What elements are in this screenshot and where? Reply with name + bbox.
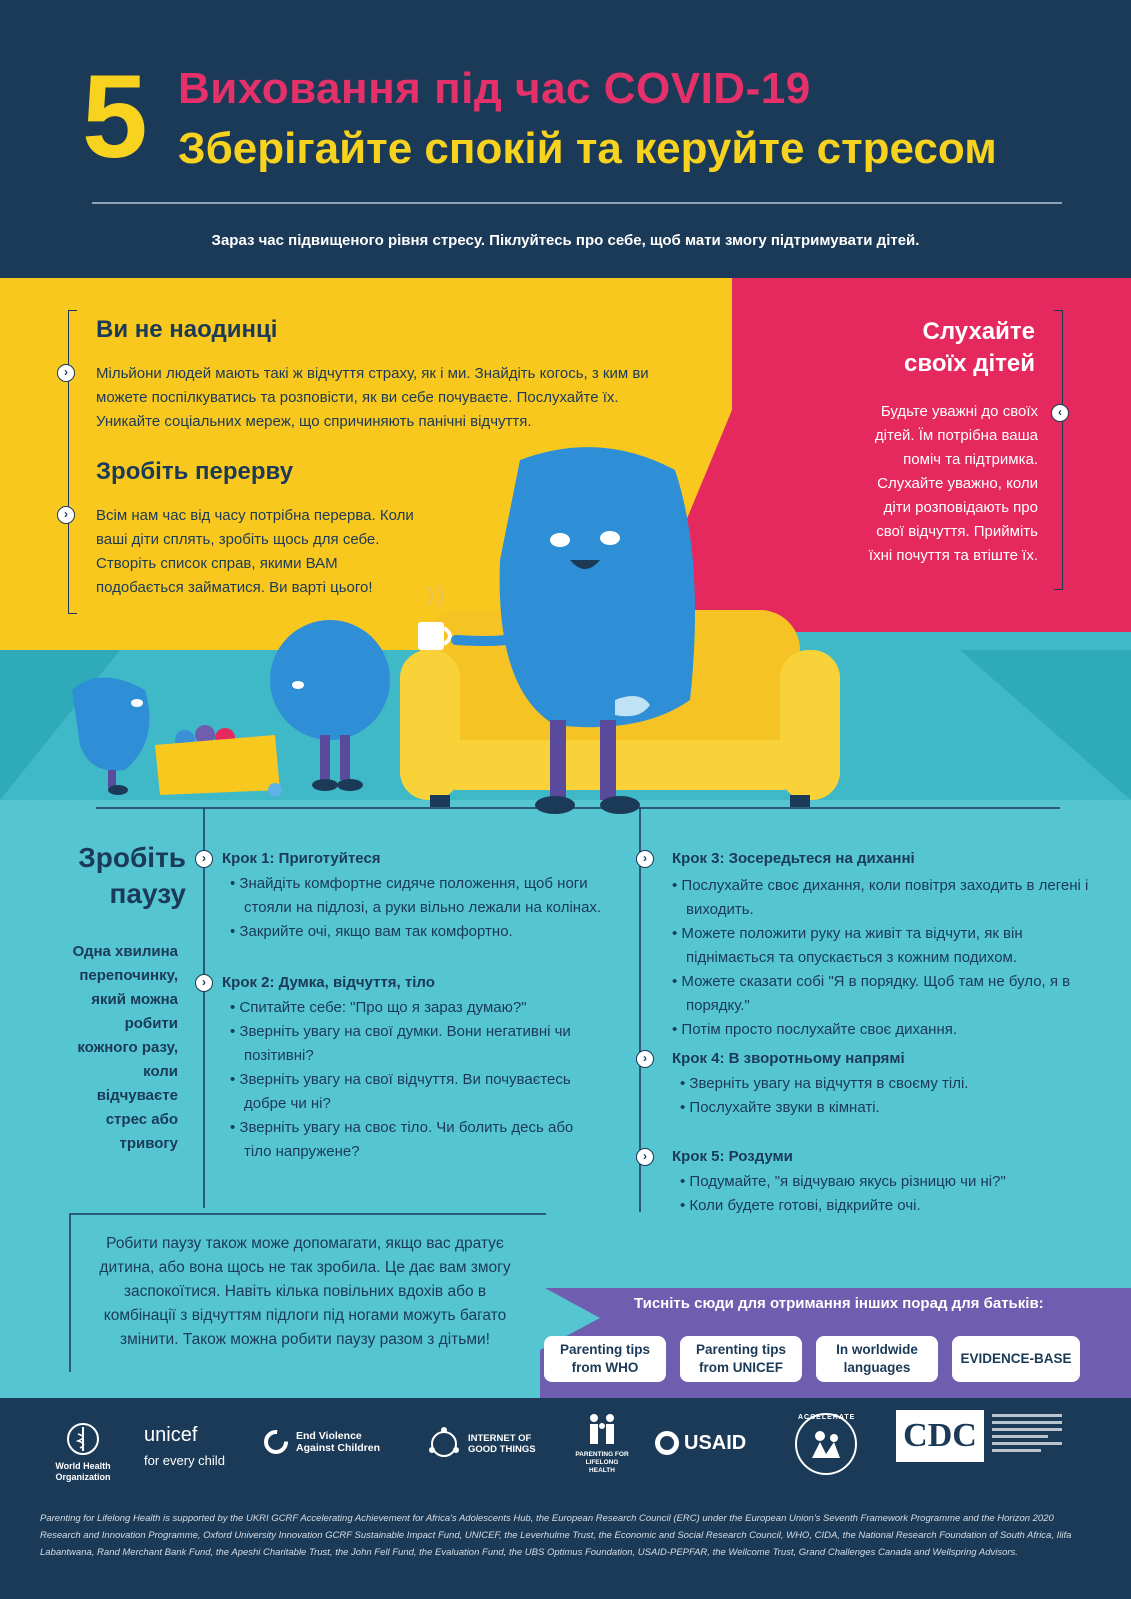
list-item: • Потім просто послухайте своє дихання. [672,1021,958,1038]
step-5-heading: Крок 5: Роздуми [672,1148,793,1165]
chevron-right-icon: › [195,850,213,868]
network-icon [424,1424,464,1464]
step-1-list [222,872,622,944]
list-item: • Зверніть увагу на свої думки. Вони негативні чи позітивні? [230,1023,571,1064]
tips-label: Тисніть сюди для отримання інших порад для батьків: [634,1295,1044,1312]
cdc-fineprint [992,1410,1062,1456]
header-divider [92,202,1062,204]
family-icon [582,1412,622,1446]
list-item: • Зверніть увагу на свої відчуття. Ви почуваєтесь добре чи ні? [230,1071,571,1112]
listen-text: Будьте уважні до своїх дітей. Їм потрібна ваша поміч та підтримка. Слухайте уважно, коли діти розповідають про свої відчуття. Прийміть їхні почуття та втіште їх. [868,403,1038,564]
who-logo: World Health Organization [48,1422,118,1483]
step-2-heading: Крок 2: Думка, відчуття, тіло [222,974,435,991]
chevron-right-icon: › [636,1050,654,1068]
step-2-list [222,996,602,1164]
internet-of-good-things-logo: INTERNET OF GOOD THINGS [424,1424,546,1464]
step-1-heading: Крок 1: Приготуйтеся [222,850,381,867]
footer [0,1398,1131,1599]
take-break-title: Зробіть перерву [96,458,294,485]
evidence-base-button[interactable]: EVIDENCE-BASE [952,1336,1080,1382]
list-item: • Послухайте звуки в кімнаті. [680,1099,880,1116]
step-4-list [672,1072,1092,1120]
usaid-logo: USAID [654,1430,746,1456]
chevron-right-icon: › [636,1148,654,1166]
list-item: • Спитайте себе: "Про що я зараз думаю?" [230,999,527,1016]
who-tips-button[interactable]: Parenting tips from WHO [544,1336,666,1382]
pause-note: Робити паузу також може допомагати, якщо вас дратує дитина, або вона щось не так зробила. Це дає вам змогу заспокоїтися. Навіть кілька повільних вдохів або в комбінації з відчуттям підлоги під ногами можуть багато змінити. Також можна робити паузу разом з дітьми! [99,1235,511,1348]
step-3-list [664,874,1104,1042]
section-number: 5 [82,51,148,183]
footnote: Parenting for Lifelong Health is supported by the UKRI GCRF Accelerating Achievement for Africa's Adolescents Hub, the European Research Council (ERC) under the European Union's Seventh Framework Programme and the Horizon 2020 Research and Innovation Programme, Oxford University Innovation GCRF Sustainable Impact Fund, UNICEF, the Leverhulme Trust, the Economic and Social Research Council, WHO, CIDA, the National Research Foundation of South Africa, Ilifa Labantwana, Rand Merchant Bank Fund, the Apeshi Charitable Trust, the John Fell Fund, the Evaluation Fund, the UBS Optimus Foundation, USAID-PEPFAR, the Wellcome Trust, Grand Challenges Canada and Wellspring Advisors. [40,1513,1072,1558]
list-item: • Зверніть увагу на відчуття в своєму тілі. [680,1075,969,1092]
evac-logo: End Violence Against Children [262,1428,396,1456]
unicef-logo: unicef for every child [144,1424,225,1468]
step-4-heading: Крок 4: В зворотньому напрямі [672,1050,905,1067]
chevron-right-icon: › [57,364,75,382]
list-item: • Знайдіть комфортне сидяче положення, щоб ноги стояли на підлозі, а руки вільно лежали на колінах. [230,875,602,916]
right-bracket [1054,310,1063,590]
list-item: • Коли будете готові, відкрийте очі. [680,1197,921,1214]
list-item: • Зверніть увагу на своє тіло. Чи болить десь або тіло напружене? [230,1119,574,1160]
chevron-left-icon: ‹ [1051,404,1069,422]
evac-ring-icon [262,1428,290,1456]
plh-logo: PARENTING FOR LIFELONG HEALTH [574,1412,630,1475]
usaid-seal-icon [654,1430,680,1456]
chevron-right-icon: › [195,974,213,992]
not-alone-title: Ви не наодинці [96,316,278,343]
page-subtitle: Зберігайте спокій та керуйте стресом [178,124,997,173]
languages-button[interactable]: In worldwide languages [816,1336,938,1382]
step-3-heading: Крок 3: Зосередьтеся на диханні [672,850,915,867]
who-emblem-icon [66,1422,100,1456]
header [0,0,1131,278]
not-alone-text: Мільйони людей мають такі ж відчуття страху, як і ми. Знайдіть когось, з ким ви можете поспілкуватись та розповісти, як ви себе почуваєте. Послухайте їх. Уникайте соціальних мереж, що спричиняють панічні відчуття. [96,365,649,430]
cdc-logo: CDC [896,1410,984,1462]
list-item: • Послухайте своє дихання, коли повітря заходить в легені і виходить. [672,877,1089,918]
step-5-list [672,1170,1092,1218]
pause-title: Зробіть паузу [78,842,186,909]
list-item: • Можете положити руку на живіт та відчути, як він піднімається та опускається з кожним подихом. [672,925,1023,966]
list-item: • Подумайте, "я відчуваю якусь різницю чи ні?" [680,1173,1006,1190]
list-item: • Можете сказати собі "Я в порядку. Щоб там не було, я в порядку." [672,973,1071,1014]
intro-text: Зараз час підвищеного рівня стресу. Піклуйтесь про себе, щоб мати змогу підтримувати дітей. [211,232,920,249]
take-break-text: Всім нам час від часу потрібна перерва. Коли ваші діти сплять, зробіть щось для себе. Створіть список справ, якими ВАМ подобається займатися. Ви варті цього! [96,507,414,596]
list-item: • Закрийте очі, якщо вам так комфортно. [230,923,513,940]
accelerate-label: ACCELERATE [798,1414,856,1421]
chevron-right-icon: › [57,506,75,524]
page-title: Виховання під час COVID-19 [178,64,811,113]
pause-description: Одна хвилина перепочинку, який можна робити кожного разу, коли відчуваєте стрес або тривогу [72,943,178,1152]
chevron-right-icon: › [636,850,654,868]
unicef-tips-button[interactable]: Parenting tips from UNICEF [680,1336,802,1382]
left-bracket [68,310,77,614]
listen-title: Слухайте своїх дітей [904,318,1035,377]
